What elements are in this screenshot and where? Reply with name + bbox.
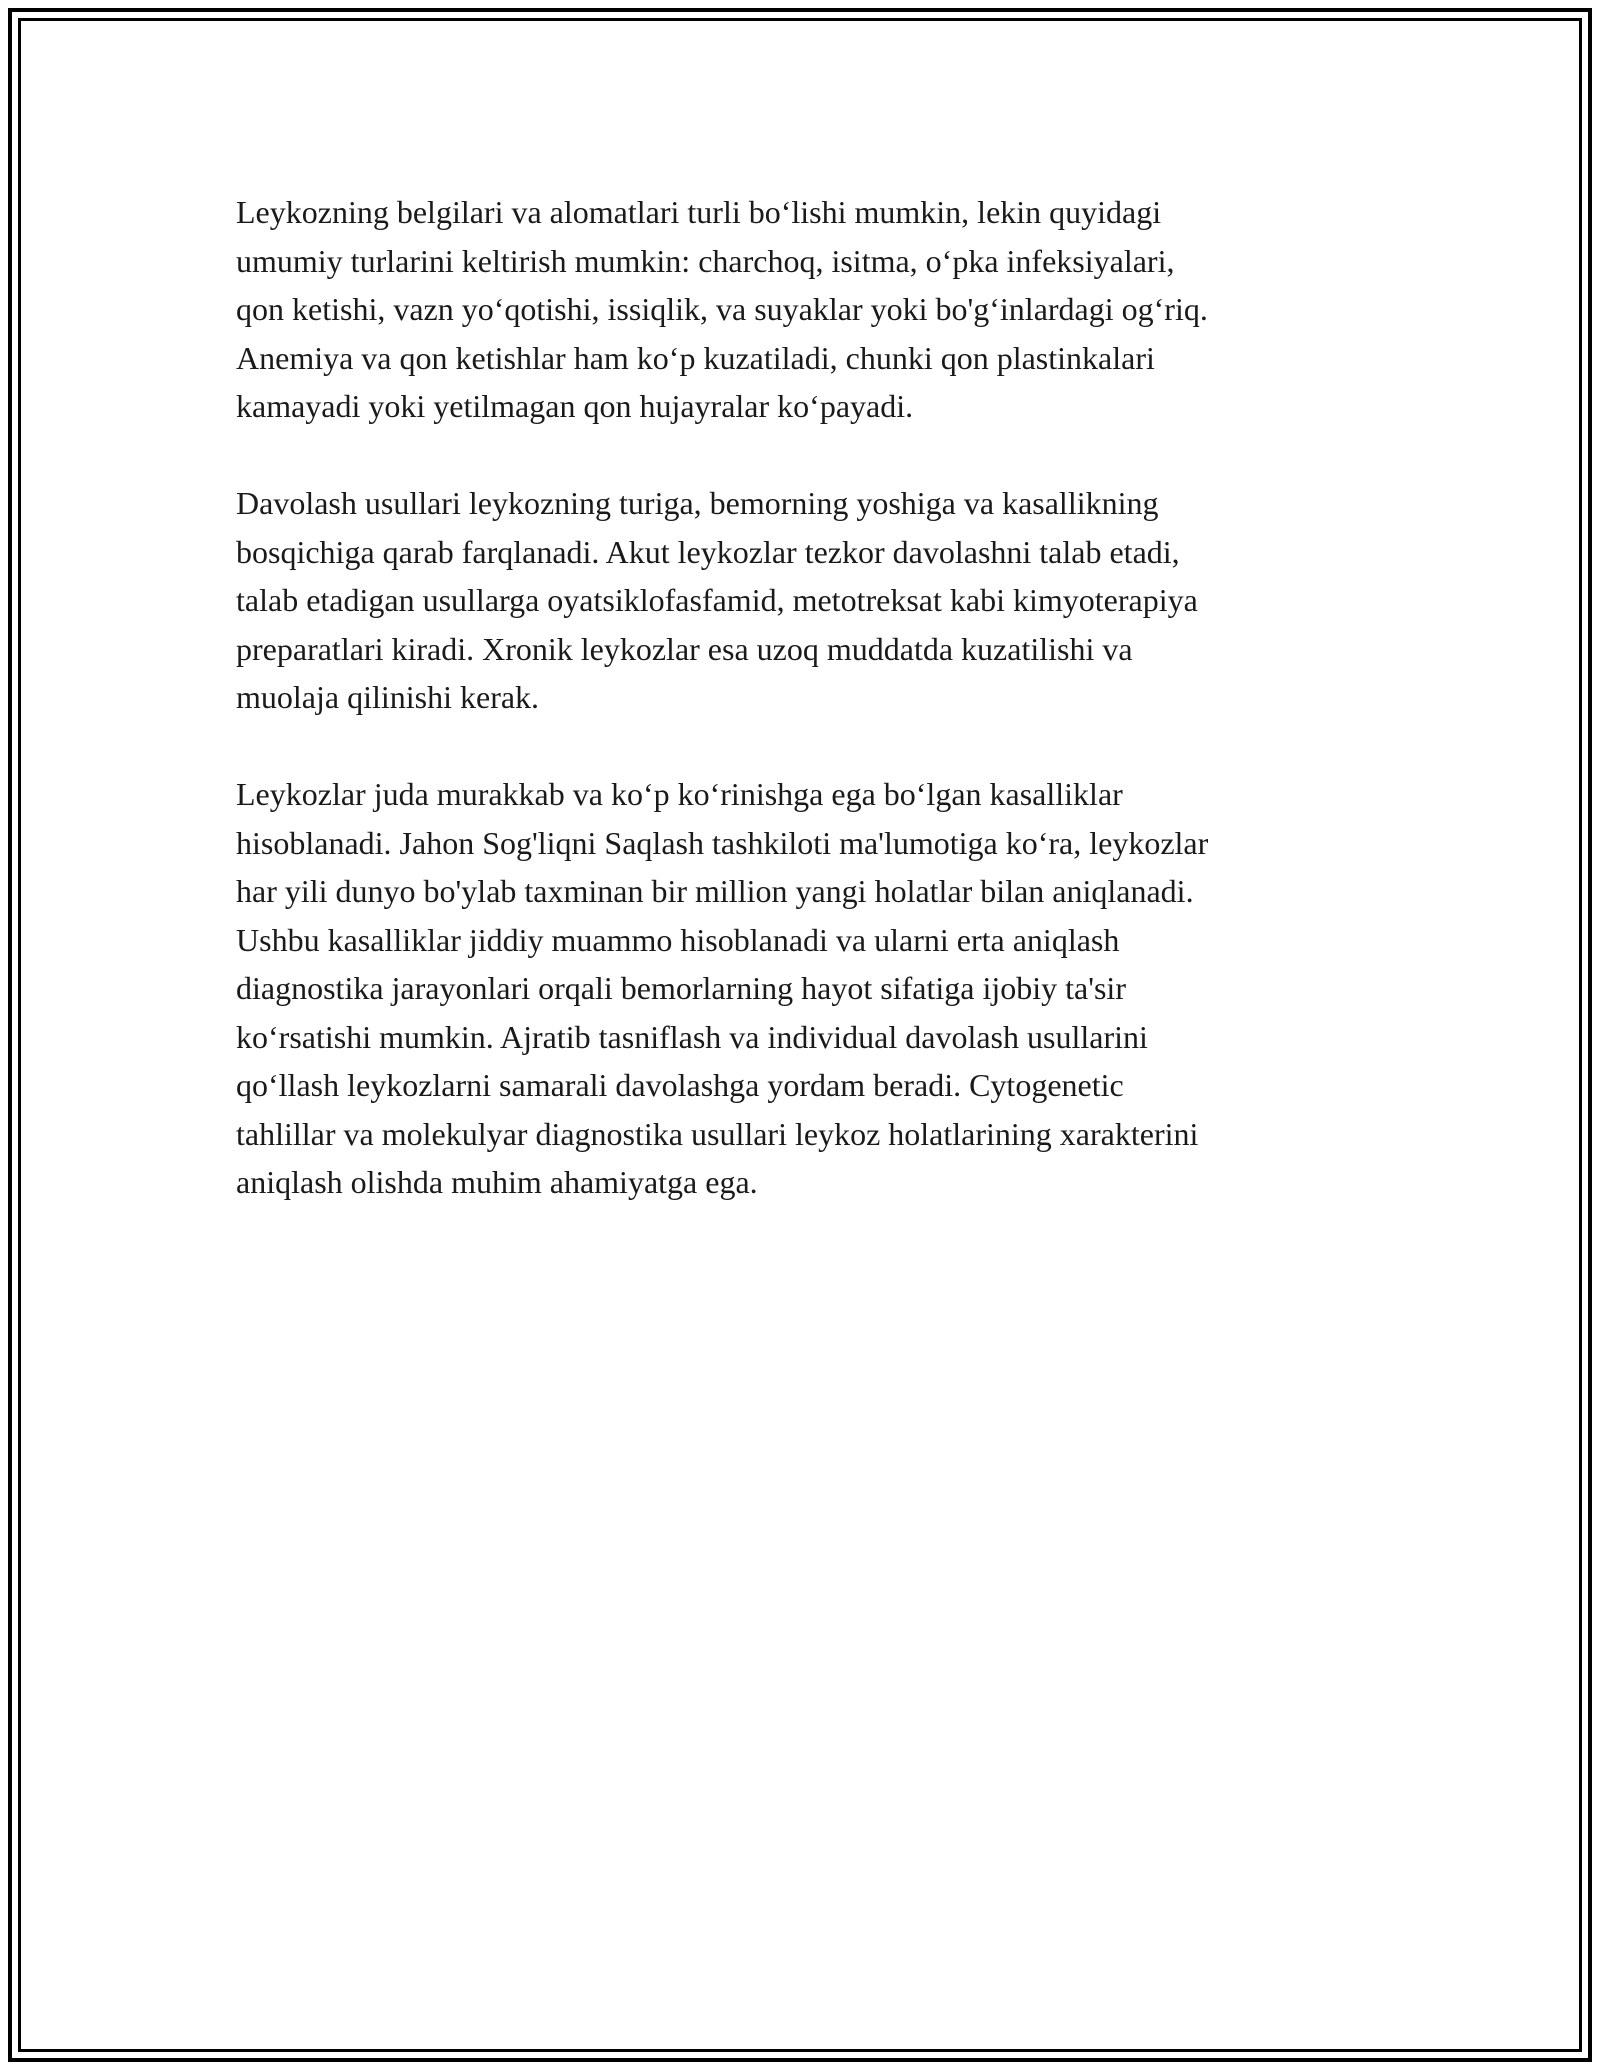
document-body — [236, 188, 1366, 1255]
paragraph-overview: Leykozlar juda murakkab va ko‘p ko‘rinishga ega bo‘lgan kasalliklar hisoblanadi. Jahon Sog'liqni Saqlash tashkiloti ma'lumotiga ko‘ra, leykozlar har yili dunyo bo'ylab taxminan bir million yangi holatlar bilan aniqlanadi. Ushbu kasalliklar jiddiy muammo hisoblanadi va ularni erta aniqlash diagnostika jarayonlari orqali bemorlarning hayot sifatiga ijobiy ta'sir ko‘rsatishi mumkin. Ajratib tasniflash va individual davolash usullarini qo‘llash leykozlarni samarali davolashga yordam beradi. Cytogenetic tahlillar va molekulyar diagnostika usullari leykoz holatlarining xarakterini aniqlash olishda muhim ahamiyatga ega. — [236, 776, 1209, 1200]
paragraph-symptoms: Leykozning belgilari va alomatlari turli bo‘lishi mumkin, lekin quyidagi umumiy turlarini keltirish mumkin: charchoq, isitma, o‘pka infeksiyalari, qon ketishi, vazn yo‘qotishi, issiqlik, va suyaklar yoki bo'g‘inlardagi og‘riq. Anemiya va qon ketishlar ham ko‘p kuzatiladi, chunki qon plastinkalari kamayadi yoki yetilmagan qon hujayralar ko‘payadi. — [236, 194, 1208, 424]
paragraph-treatment: Davolash usullari leykozning turiga, bemorning yoshiga va kasallikning bosqichiga qarab farqlanadi. Akut leykozlar tezkor davolashni talab etadi, talab etadigan usullarga oyatsiklofasfamid, metotreksat kabi kimyoterapiya preparatlari kiradi. Xronik leykozlar esa uzoq muddatda kuzatilishi va muolaja qilinishi kerak. — [236, 485, 1198, 715]
